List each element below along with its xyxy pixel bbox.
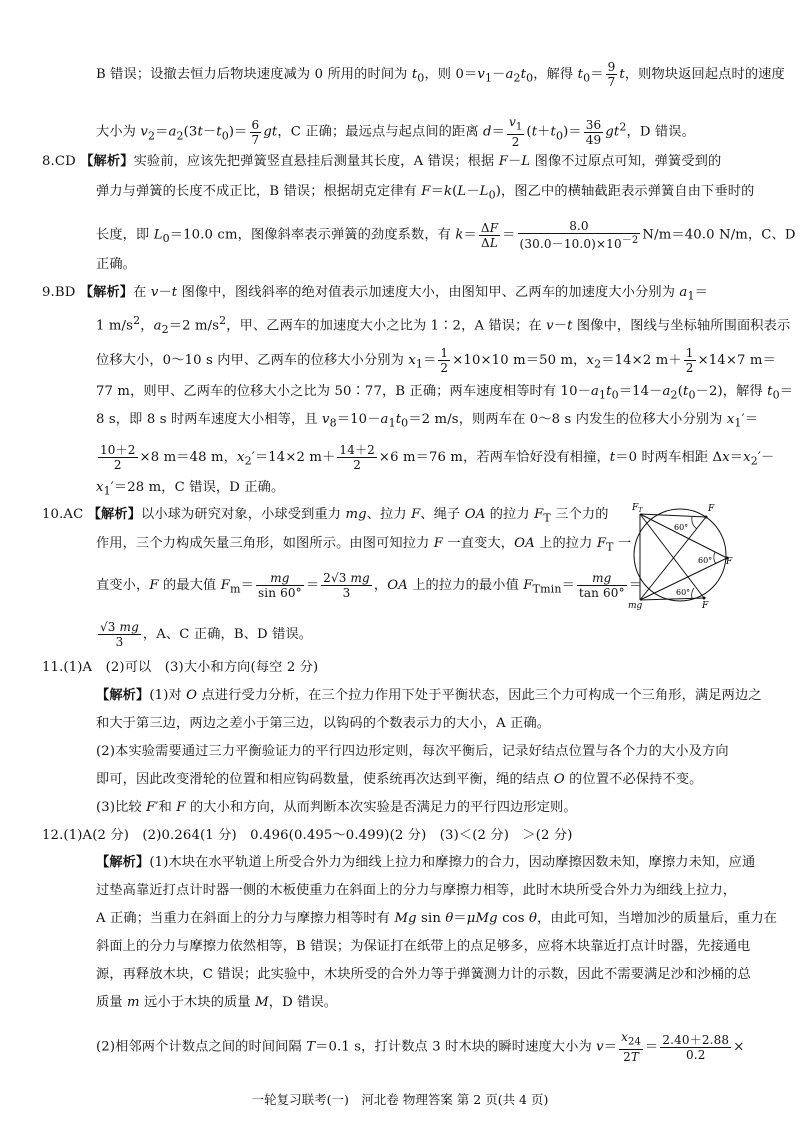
label-f-right: F [726, 557, 733, 567]
text-line-10: 77 m，则甲、乙两车的位移大小之比为 50∶77，B 正确；两车速度相等时有 $10-a_1t_0=14-a_2(t_0-2)$，解得 $t_0=$ [96, 384, 794, 402]
text-line-12: $\frac{10+2}{2}$ ×8 m＝48 m，$x_2'=14\times 2$ m＋ $\frac{14+2}{2}$ ×6 m＝76 m，若两车恰好没有相撞，t＝0 时两车相距 $\Delta x=x_2'-$ [100, 443, 775, 472]
text-line-2: 大小为 $v_2=a_2(3t-t_0)=$ $\frac{6}{7}$ gt，C 正确；最远点与起点间的距离 d＝ $\frac{v_1}{2}$ $(t+t_0)=$ $\frac{36}{49}$ $gt^2$，D 错误。 [96, 115, 695, 150]
text-line-9: 位移大小，0～10 s 内甲、乙两车的位移大小分别为 $x_1=$ $\frac{1}{2}$ ×10×10 m＝50 m，$x_2=14\times 2$ m＋ $\frac{1}{2}$ ×14×7 m＝ [96, 346, 776, 375]
text-line-11: 8 s，即 8 s 时两车速度大小相等，且 $v_8=10-a_1t_0=2$ m/s，则两车在 0～8 s 内发生的位移大小分别为 $x_1'=$ [96, 412, 759, 430]
text-line-8: 1 $m/s^2$，$a_2=2$ $m/s^2$，甲、乙两车的加速度大小之比为 1∶2，A 错误；在 v－t 图像中，图线与坐标轴所围面积表示 [96, 314, 791, 337]
text-line-22: 即可，因此改变滑轮的位置和相应钩码数量，使系统再次达到平衡，绳的结点 O 的位置不必保持不变。 [96, 772, 703, 787]
point-top [705, 516, 708, 519]
text-line-18: 11.(1)A (2)可以 (3)大小和方向(每空 2 分) [42, 660, 319, 675]
angle-label-bottom: 60° [676, 588, 691, 597]
text-line-3: 8.CD 【解析】实验前，应该先把弹簧竖直悬挂后测量其长度，A 错误；根据 F－L 图像不过原点可知，弹簧受到的 [42, 154, 722, 169]
text-line-13: $x_1'=28$ m，C 错误，D 正确。 [96, 480, 285, 498]
text-line-29: 源，再释放木块，C 错误；此实验中，木块所受的合外力等于弹簧测力计的示数，因此不需要满足沙和沙桶的总 [96, 967, 751, 982]
text-line-20: 和大于第三边，两边之差小于第三边，以钩码的个数表示力的大小，A 正确。 [96, 716, 551, 731]
text-line-6: 正确。 [96, 257, 137, 272]
text-line-14: 10.AC 【解析】以小球为研究对象，小球受到重力 mg、拉力 F、绳子 OA 的拉力 $F_T$ 三个力的 [42, 507, 609, 525]
angle-arc-bottom [692, 588, 694, 598]
text-line-28: 斜面上的分力与摩擦力依然相等，B 错误；为保证打在纸带上的点足够多，应将木块靠近打点计时器，先接通电 [96, 939, 751, 954]
angle-label-right: 60° [698, 556, 713, 565]
label-f-top: F [708, 504, 715, 514]
text-line-4: 弹力与弹簧的长度不成正比，B 错误；根据胡克定律有 $F=k(L-L_0)$，图乙中的横轴截距表示弹簧自由下垂时的 [96, 184, 755, 202]
text-line-19: 【解析】(1)对 O 点进行受力分析，在三个拉力作用下处于平衡状态，因此三个力可构成一个三角形，满足两边之 [96, 688, 762, 703]
text-line-1: B 错误；设撤去恒力后物块速度减为 0 所用的时间为 $t_0$，则 $0=v_1-a_2t_0$，解得 $t_0=$ $\frac{9}{7}$ t，则物块返回起点时的速度 [96, 60, 785, 89]
text-line-27: A 正确；当重力在斜面上的分力与摩擦力相等时有 Mg sin θ＝μMg cos θ，由此可知，当增加沙的质量后，重力在 [96, 911, 778, 926]
text-line-21: (2)本实验需要通过三力平衡验证力的平行四边形定则，每次平衡后，记录好结点位置与各个力的大小及方向 [96, 744, 729, 759]
triangle-line-top [640, 514, 706, 517]
label-f-bottom: F [702, 601, 709, 610]
text-line-30: 质量 m 远小于木块的质量 M，D 错误。 [96, 995, 338, 1010]
label-mg: mg [628, 601, 643, 610]
text-line-31: (2)相邻两个计数点之间的时间间隔 T＝0.1 s，打计数点 3 时木块的瞬时速度大小为 v＝ $\frac{x_{24}}{2T}$ ＝ $\frac{2.40+2.88}{0.2}$ × [96, 1030, 745, 1065]
text-line-25: 【解析】(1)木块在水平轨道上所受合外力为细线上拉力和摩擦力的合力，因动摩擦因数未知，摩擦力未知，应通 [96, 855, 756, 870]
text-line-16: 直变小，F 的最大值 $F_m=$ $\frac{mg}{\sin 60^\circ}$ ＝ $\frac{2√3 mg}{3}$ ，OA 上的拉力的最小值 $F_{Tmin}=$ $\frac{mg}{\tan 60^\circ}$ ＝ [96, 571, 643, 600]
text-line-15: 作用，三个力构成矢量三角形，如图所示。由图可知拉力 F 一直变大，OA 上的拉力 $F_T$ 一 [96, 536, 632, 554]
text-line-26: 过垫高靠近打点计时器一侧的木板使重力在斜面上的分力与摩擦力相等，此时木块所受合外力为细线上拉力， [96, 883, 737, 898]
text-line-7: 9.BD 【解析】在 v－t 图像中，图线斜率的绝对值表示加速度大小，由图知甲、乙两车的加速度大小分别为 $a_1=$ [42, 285, 708, 303]
text-line-17: $\frac{√3 mg}{3}$ ，A、C 正确，B、D 错误。 [100, 620, 313, 649]
text-line-23: (3)比较 F′和 F 的大小和方向，从而判断本次实验是否满足力的平行四边形定则。 [96, 800, 577, 815]
angle-arc-top [692, 517, 697, 529]
text-line-24: 12.(1)A(2 分) (2)0.264(1 分) 0.496(0.495～0.499)(2 分) (3)＜(2 分) ＞(2 分) [42, 828, 573, 843]
point-bottom [703, 597, 706, 600]
force-triangle-figure [626, 500, 734, 610]
angle-arc-right [714, 552, 716, 564]
text-line-5: 长度，即 $L_0=10.0$ cm，图像斜率表示弹簧的劲度系数，有 k＝ $\frac{\Delta F}{\Delta L}$ ＝ $\frac{8.0}{(30.0-10.0)\times 10^{-2}}$ N/m＝40.0 N/m，C、D [96, 219, 796, 251]
page-footer: 一轮复习联考(一) 河北卷 物理答案 第 2 页(共 4 页) [251, 1092, 549, 1107]
label-ft: $F_T$ [632, 503, 643, 514]
angle-label-top: 60° [674, 523, 689, 532]
triangle-line-right [640, 514, 727, 558]
